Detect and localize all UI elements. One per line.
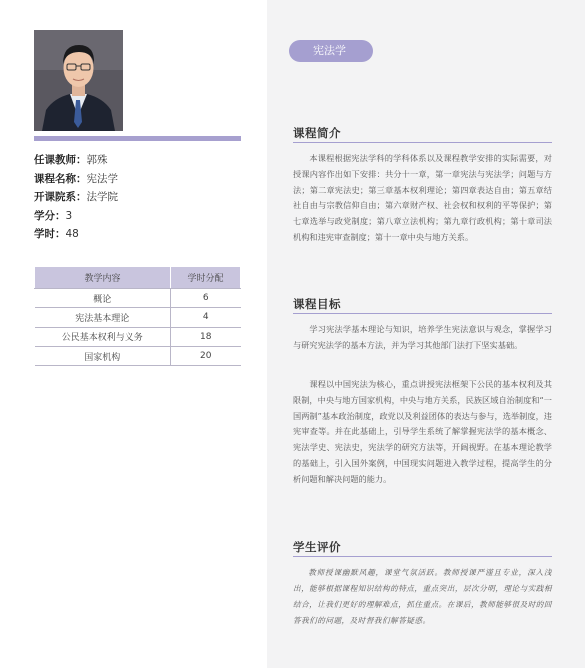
college-label: 开课院系： [34,191,87,203]
college-row [34,188,254,207]
credits-value: 3 [65,209,73,222]
hours-table [34,266,241,366]
table-cell: 6 [171,289,241,308]
table-row [35,289,241,308]
intro-text: 本课程根据宪法学科的学科体系以及课程教学安排的实际需要，对授课内容作出如下安排：共分十一章，第一章宪法与宪法学；问题与方法；第二章宪法史；第三章基本权利理论；第四章表达自由；第五章结社自由与宗教信仰自由；第六章财产权、社会权和权利的平等保护；第七章选举与政党制度；第八章立法机构；第九章行政机构；第十章司法机构和违宪审查制度；第十一章中央与地方关系。 [293,153,552,242]
table-cell: 概论 [35,289,171,308]
hours-value: 48 [65,228,79,240]
course-title-pill: 宪法学 [289,40,373,62]
teacher-value: 郭殊 [86,154,108,166]
review-underline [293,556,552,557]
credits-label: 学分： [34,209,66,222]
content-panel [267,0,585,668]
table-cell: 国家机构 [35,346,171,365]
teacher-photo [34,30,123,131]
goals-text-1: 学习宪法学基本理论与知识，培养学生宪法意识与观念，掌握学习与研究宪法学的基本方法，并为学习其他部门法打下坚实基础。 [293,324,552,350]
table-row [35,327,241,346]
table-header: 学时分配 [171,267,241,289]
teacher-row [34,151,254,170]
table-cell: 公民基本权利与义务 [35,327,171,346]
course-name-label: 课程名称： [34,172,87,185]
goals-title: 课程目标 [293,297,341,311]
table-header-row [35,267,241,289]
table-cell: 4 [171,308,241,327]
table-cell: 宪法基本理论 [35,308,171,327]
goals-text-2: 课程以中国宪法为核心，重点讲授宪法框架下公民的基本权利及其限制，中央与地方国家机构，中央与地方关系，民族区域自治制度和“一国两制”基本政治制度，政党以及利益团体的表达与参与，选举制度，违宪审查等。并在此基础上，引导学生系统了解掌握宪法学的基本概念、宪法学史、宪法史，宪法学的研究方法等，开阔视野。在基本理论教学的基础上，引入国外案例，中国现实问题进入教学过程，提高学生的分析问题和解决问题的能力。 [293,379,552,484]
course-name-row [34,170,254,189]
course-name-value: 宪法学 [86,172,118,185]
review-title: 学生评价 [293,540,341,554]
intro-underline [293,142,552,143]
accent-divider [34,136,241,141]
teacher-portrait-image [34,30,123,131]
table-row [35,346,241,365]
table-cell: 20 [171,346,241,365]
review-text: 教师授课幽默风趣，课堂气氛活跃。教师授课严谨且专业，深入浅出，能够根据课程知识结构的特点，重点突出，层次分明，理论与实践相结合，让我们更好的理解难点，抓住重点。在课后，教师能够很及时的回答我们的问题，及时督我们解答疑惑。 [293,568,552,625]
teacher-label: 任课教师： [34,154,87,166]
credits-row [34,207,254,226]
table-header: 教学内容 [35,267,171,289]
college-value: 法学院 [86,191,118,203]
course-info [34,151,254,244]
table-cell: 18 [171,327,241,346]
table-row [35,308,241,327]
goals-underline [293,313,552,314]
hours-label: 学时： [34,228,66,240]
intro-title: 课程简介 [293,126,341,140]
teacher-panel [0,0,267,668]
hours-row [34,225,254,244]
